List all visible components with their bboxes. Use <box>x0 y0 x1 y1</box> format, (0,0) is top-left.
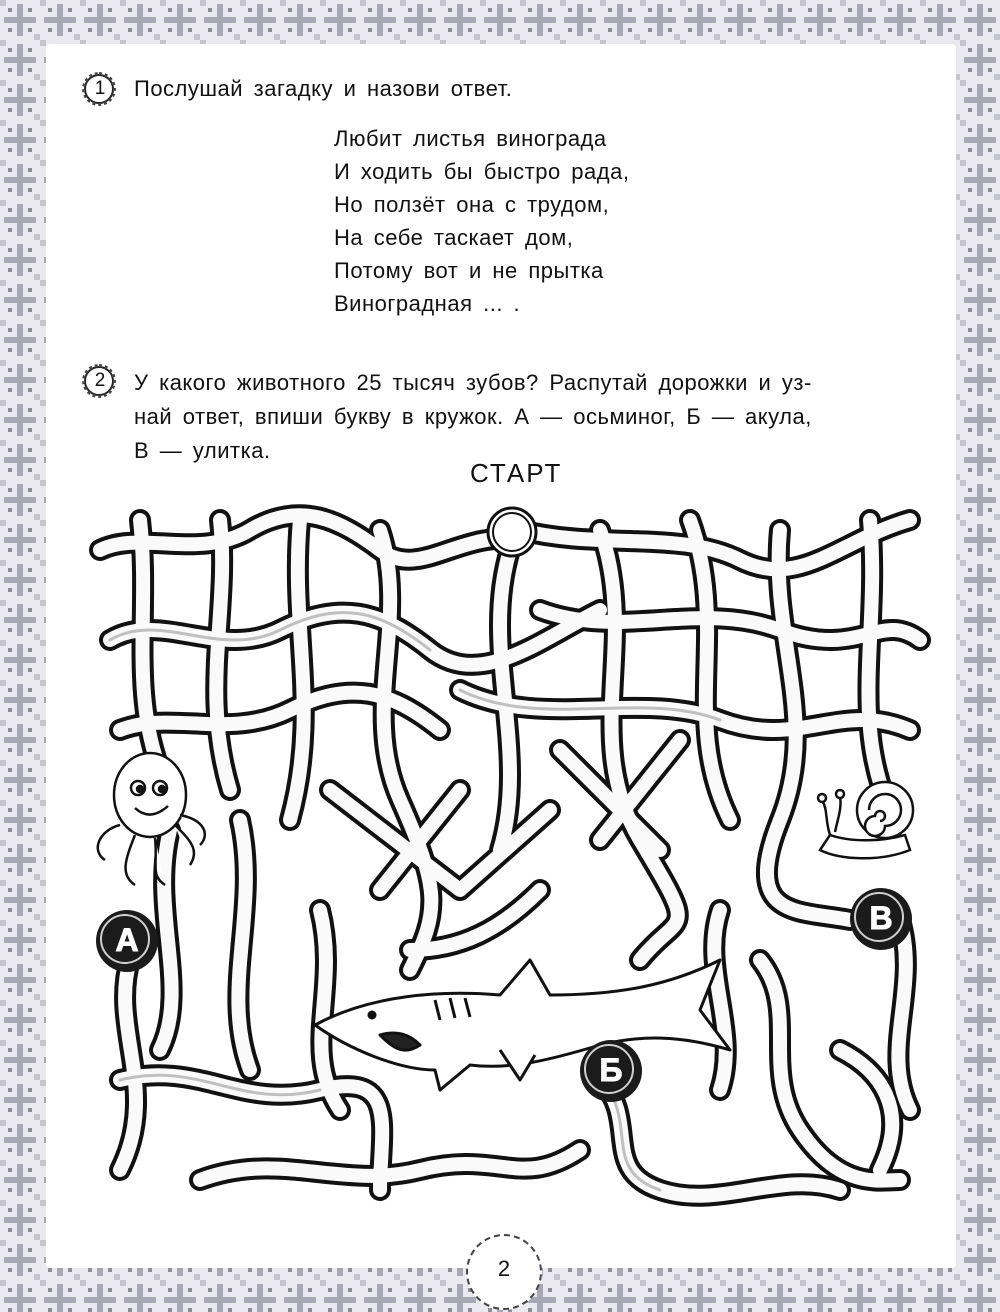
shark-icon <box>315 960 730 1090</box>
exit-badge-b <box>580 1040 642 1102</box>
task-2-line: У какого животного 25 тысяч зубов? Распутай дорожки и уз- <box>134 370 812 395</box>
riddle-poem <box>334 122 629 320</box>
task-2-line: най ответ, впиши букву в кружок. А — осьминог, Б — акула, <box>134 404 812 429</box>
poem-line: Любит листья винограда <box>334 126 607 151</box>
exit-letter-a: А <box>115 922 139 958</box>
poem-line: На себе таскает дом, <box>334 225 574 250</box>
start-ring <box>488 508 536 556</box>
octopus-icon <box>98 753 205 885</box>
exit-letter-v: В <box>869 900 893 936</box>
exit-badge-v <box>850 888 912 950</box>
poem-line: И ходить бы быстро рада, <box>334 159 630 184</box>
poem-line: Но ползёт она с трудом, <box>334 192 610 217</box>
exit-letter-b: Б <box>599 1052 623 1088</box>
task-2-instruction <box>134 366 934 468</box>
page-number: 2 <box>497 1256 511 1281</box>
task-1-number-badge <box>82 72 118 108</box>
snail-icon <box>818 782 913 858</box>
start-label: СТАРТ <box>470 458 563 488</box>
task-2-line: В — улитка. <box>134 438 271 463</box>
poem-line: Потому вот и не прытка <box>334 258 604 283</box>
poem-line: Виноградная ... . <box>334 291 521 316</box>
task-2-number-badge <box>82 364 118 400</box>
exit-badge-a <box>96 910 158 972</box>
page-number-badge <box>466 1234 542 1310</box>
task-2-number: 2 <box>94 370 106 391</box>
maze-illustration <box>80 490 940 1210</box>
task-1-number: 1 <box>94 78 106 99</box>
task-1-instruction: Послушай загадку и назови ответ. <box>134 76 513 101</box>
